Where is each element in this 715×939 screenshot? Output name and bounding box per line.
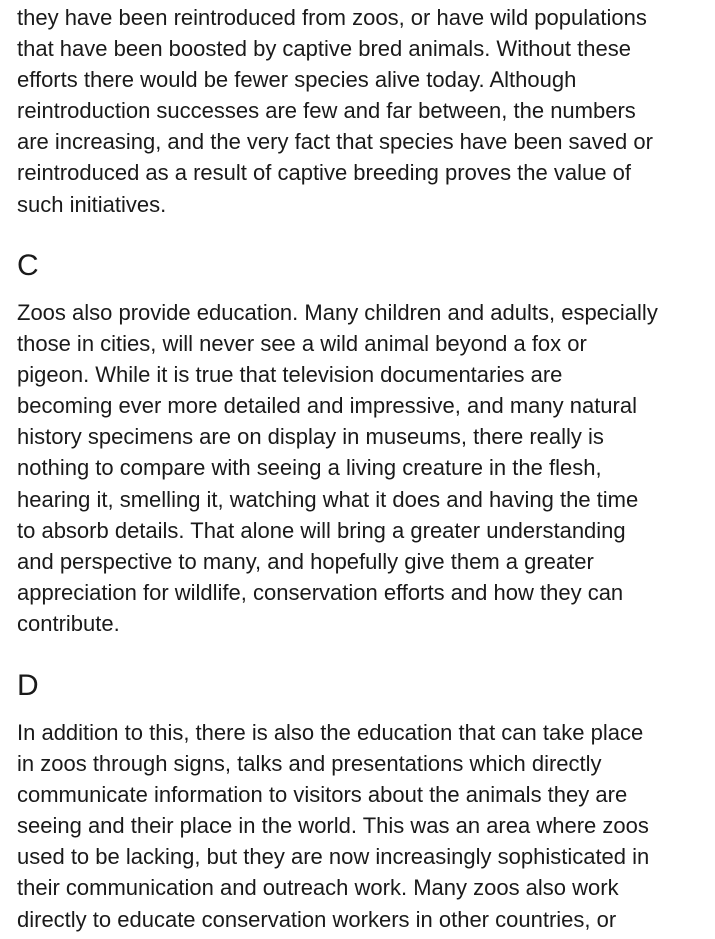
text-line: to absorb details. That alone will bring a greater understanding: [17, 517, 626, 543]
text-line: becoming ever more detailed and impressive, and many natural: [17, 393, 637, 419]
text-line: those in cities, will never see a wild animal beyond a fox or: [17, 331, 587, 357]
text-line: appreciation for wildlife, conservation efforts and how they can: [17, 579, 624, 605]
paragraph-c: [17, 297, 658, 639]
text-line: hearing it, smelling it, watching what it does and having the time: [17, 486, 639, 512]
text-line: their communication and outreach work. Many zoos also work: [17, 875, 619, 901]
section-heading-d: D: [17, 669, 39, 702]
text-line: seeing and their place in the world. This was an area where zoos: [17, 813, 649, 839]
text-line: they have been reintroduced from zoos, or have wild populations: [17, 5, 647, 30]
text-line: history specimens are on display in museums, there really is: [17, 424, 604, 450]
text-line: such initiatives.: [17, 191, 167, 217]
text-line: reintroduction successes are few and far between, the numbers: [17, 98, 636, 124]
text-line: used to be lacking, but they are now increasingly sophisticated in: [17, 844, 650, 870]
text-line: reintroduced as a result of captive breeding proves the value of: [17, 160, 631, 186]
text-line: communicate information to visitors about the animals they are: [17, 782, 628, 808]
paragraph-b-continuation: [17, 2, 653, 220]
section-heading-c: C: [17, 249, 39, 282]
text-line: are increasing, and the very fact that species have been saved or: [17, 129, 653, 155]
text-line: efforts there would be fewer species alive today. Although: [17, 67, 577, 93]
text-line: In addition to this, there is also the education that can take place: [17, 720, 644, 745]
paragraph-d: [17, 717, 649, 935]
text-line: and perspective to many, and hopefully give them a greater: [17, 548, 594, 574]
text-line: in zoos through signs, talks and presentations which directly: [17, 751, 602, 777]
text-line: pigeon. While it is true that television documentaries are: [17, 362, 563, 388]
text-line: that have been boosted by captive bred animals. Without these: [17, 36, 631, 62]
text-line: directly to educate conservation workers in other countries, or: [17, 906, 617, 932]
text-line: Zoos also provide education. Many children and adults, especially: [17, 300, 658, 325]
text-line: contribute.: [17, 610, 120, 636]
text-line: nothing to compare with seeing a living creature in the flesh,: [17, 455, 602, 481]
